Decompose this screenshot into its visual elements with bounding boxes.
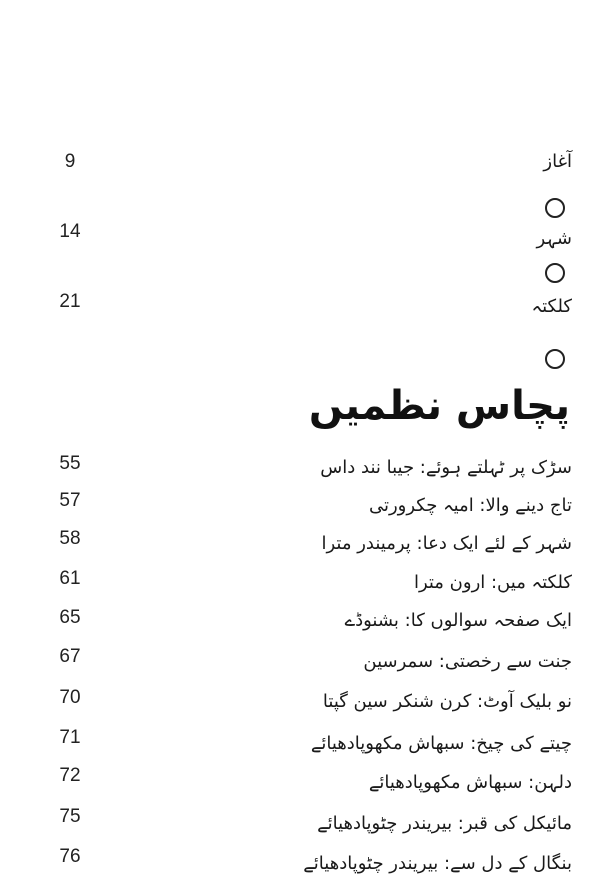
poem-title: ایک صفحہ سوالوں کا: بشنوڈے (344, 610, 572, 631)
poem-page: 67 (59, 646, 81, 667)
poem-page: 75 (59, 806, 81, 827)
circle-icon (545, 349, 565, 369)
poem-title: مائیکل کی قبر: بیریندر چٹوپادھیائے (317, 813, 572, 834)
circle-icon (545, 198, 565, 218)
poem-title: سڑک پر ٹہلتے ہوئے: جیبا نند داس (320, 457, 572, 478)
poem-title: نو بلیک آوٹ: کرن شنکر سین گپتا (322, 691, 572, 712)
toc-entry-page: 14 (59, 221, 81, 242)
poem-title: بنگال کے دل سے: بیریندر چٹوپادھیائے (303, 853, 572, 874)
poem-page: 55 (59, 453, 81, 474)
poem-title: کلکتہ میں: ارون مترا (413, 572, 572, 593)
poem-title: چیتے کی چیخ: سبھاش مکھوپادھیائے (310, 733, 572, 754)
poem-page: 58 (59, 528, 81, 549)
toc-entry-title: آغاز (543, 151, 572, 172)
toc-entry-page: 9 (64, 151, 76, 172)
poem-page: 57 (59, 490, 81, 511)
toc-entry-title: کلکتہ (531, 296, 572, 317)
toc-entry-title: شہر (536, 228, 572, 249)
poem-page: 65 (59, 607, 81, 628)
poem-title: شہر کے لئے ایک دعا: پرمیندر مترا (321, 533, 572, 554)
poem-page: 71 (59, 727, 81, 748)
poem-title: تاج دینے والا: امیہ چکرورتی (368, 495, 572, 516)
poem-title: جنت سے رخصتی: سمرسین (363, 651, 572, 672)
poem-page: 61 (59, 568, 81, 589)
poem-page: 70 (59, 687, 81, 708)
section-heading: پچاس نظمیں (308, 383, 570, 429)
circle-icon (545, 263, 565, 283)
poem-title: دلہن: سبھاش مکھوپادھیائے (368, 772, 572, 793)
poem-page: 76 (59, 846, 81, 867)
toc-entry-page: 21 (59, 291, 81, 312)
poem-page: 72 (59, 765, 81, 786)
